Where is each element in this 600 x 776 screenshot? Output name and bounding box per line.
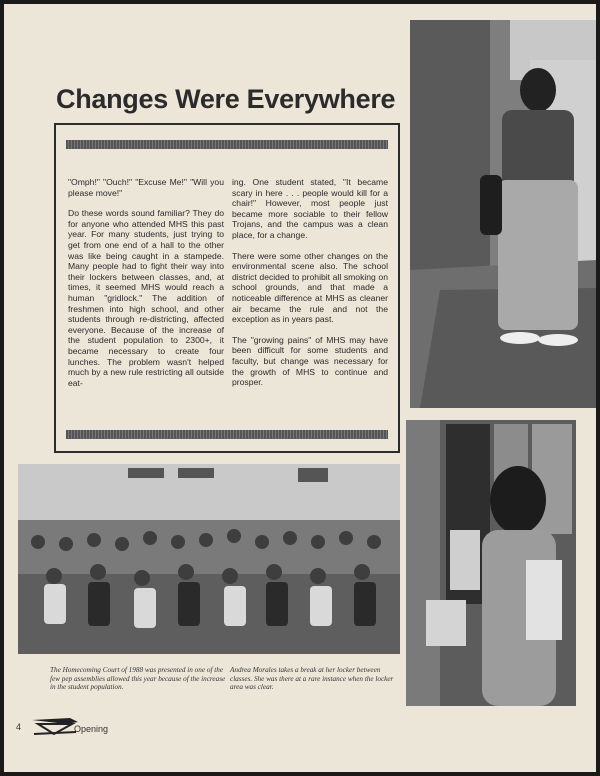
story-column-2 — [232, 177, 388, 427]
hallway-photo-image — [410, 20, 596, 408]
story-paragraph: Do these words sound familiar? They do for anyone who attended MHS this past year. For many students, just trying to get from one end of a hall to the other was like being caught in a stampede. Many people had to fight their way into their lockers between classes, and, at times, it seemed MHS would reach a human "gridlock." The addition of freshmen into high school, and other students through re-districting, affected everyone. Because of the increase of the student population to 2300+, it became necessary to create four lunches. The problem wasn't helped much by a new rule restricting all outside eat- — [68, 208, 224, 388]
hallway-photo — [410, 20, 596, 408]
yearbook-page — [4, 4, 596, 772]
locker-caption: Andrea Morales takes a break at her locker between classes. She was there at a rare instance when the locker area was clear. — [230, 666, 394, 692]
section-label: Opening — [74, 724, 109, 734]
trojan-logo-icon — [30, 714, 80, 738]
decorative-bar-bottom — [66, 430, 388, 439]
story-paragraph: ing. One student stated, "It became scary in here . . . people would kill for a chair!" However, most people just became more sociable to their fellow Trojans, and the campus was a clean place, for a change. — [232, 177, 388, 240]
homecoming-photo-image — [18, 464, 400, 654]
locker-photo — [406, 420, 576, 706]
story-paragraph: The "growing pains" of MHS may have been difficult for some students and faculty, but change was necessary for the growth of MHS to continue and prosper. — [232, 334, 388, 388]
story-box — [54, 123, 400, 453]
story-paragraph: "Omph!" "Ouch!" "Excuse Me!" "Will you please move!" — [68, 177, 224, 198]
story-columns — [68, 177, 388, 427]
decorative-bar-top — [66, 140, 388, 149]
homecoming-caption: The Homecoming Court of 1988 was presented in one of the few pep assemblies allowed this year because of the increase in the student population. — [50, 666, 226, 692]
headline: Changes Were Everywhere — [56, 84, 396, 114]
page-number: 4 — [16, 722, 22, 732]
homecoming-photo — [18, 464, 400, 654]
locker-photo-image — [406, 420, 576, 706]
story-column-1 — [68, 177, 224, 427]
story-paragraph: There were some other changes on the environmental scene also. The school district decided to prohibit all smoking on school grounds, and that made a noticeable difference at MHS as cleaner air became the rule and not the exception as in years past. — [232, 250, 388, 325]
